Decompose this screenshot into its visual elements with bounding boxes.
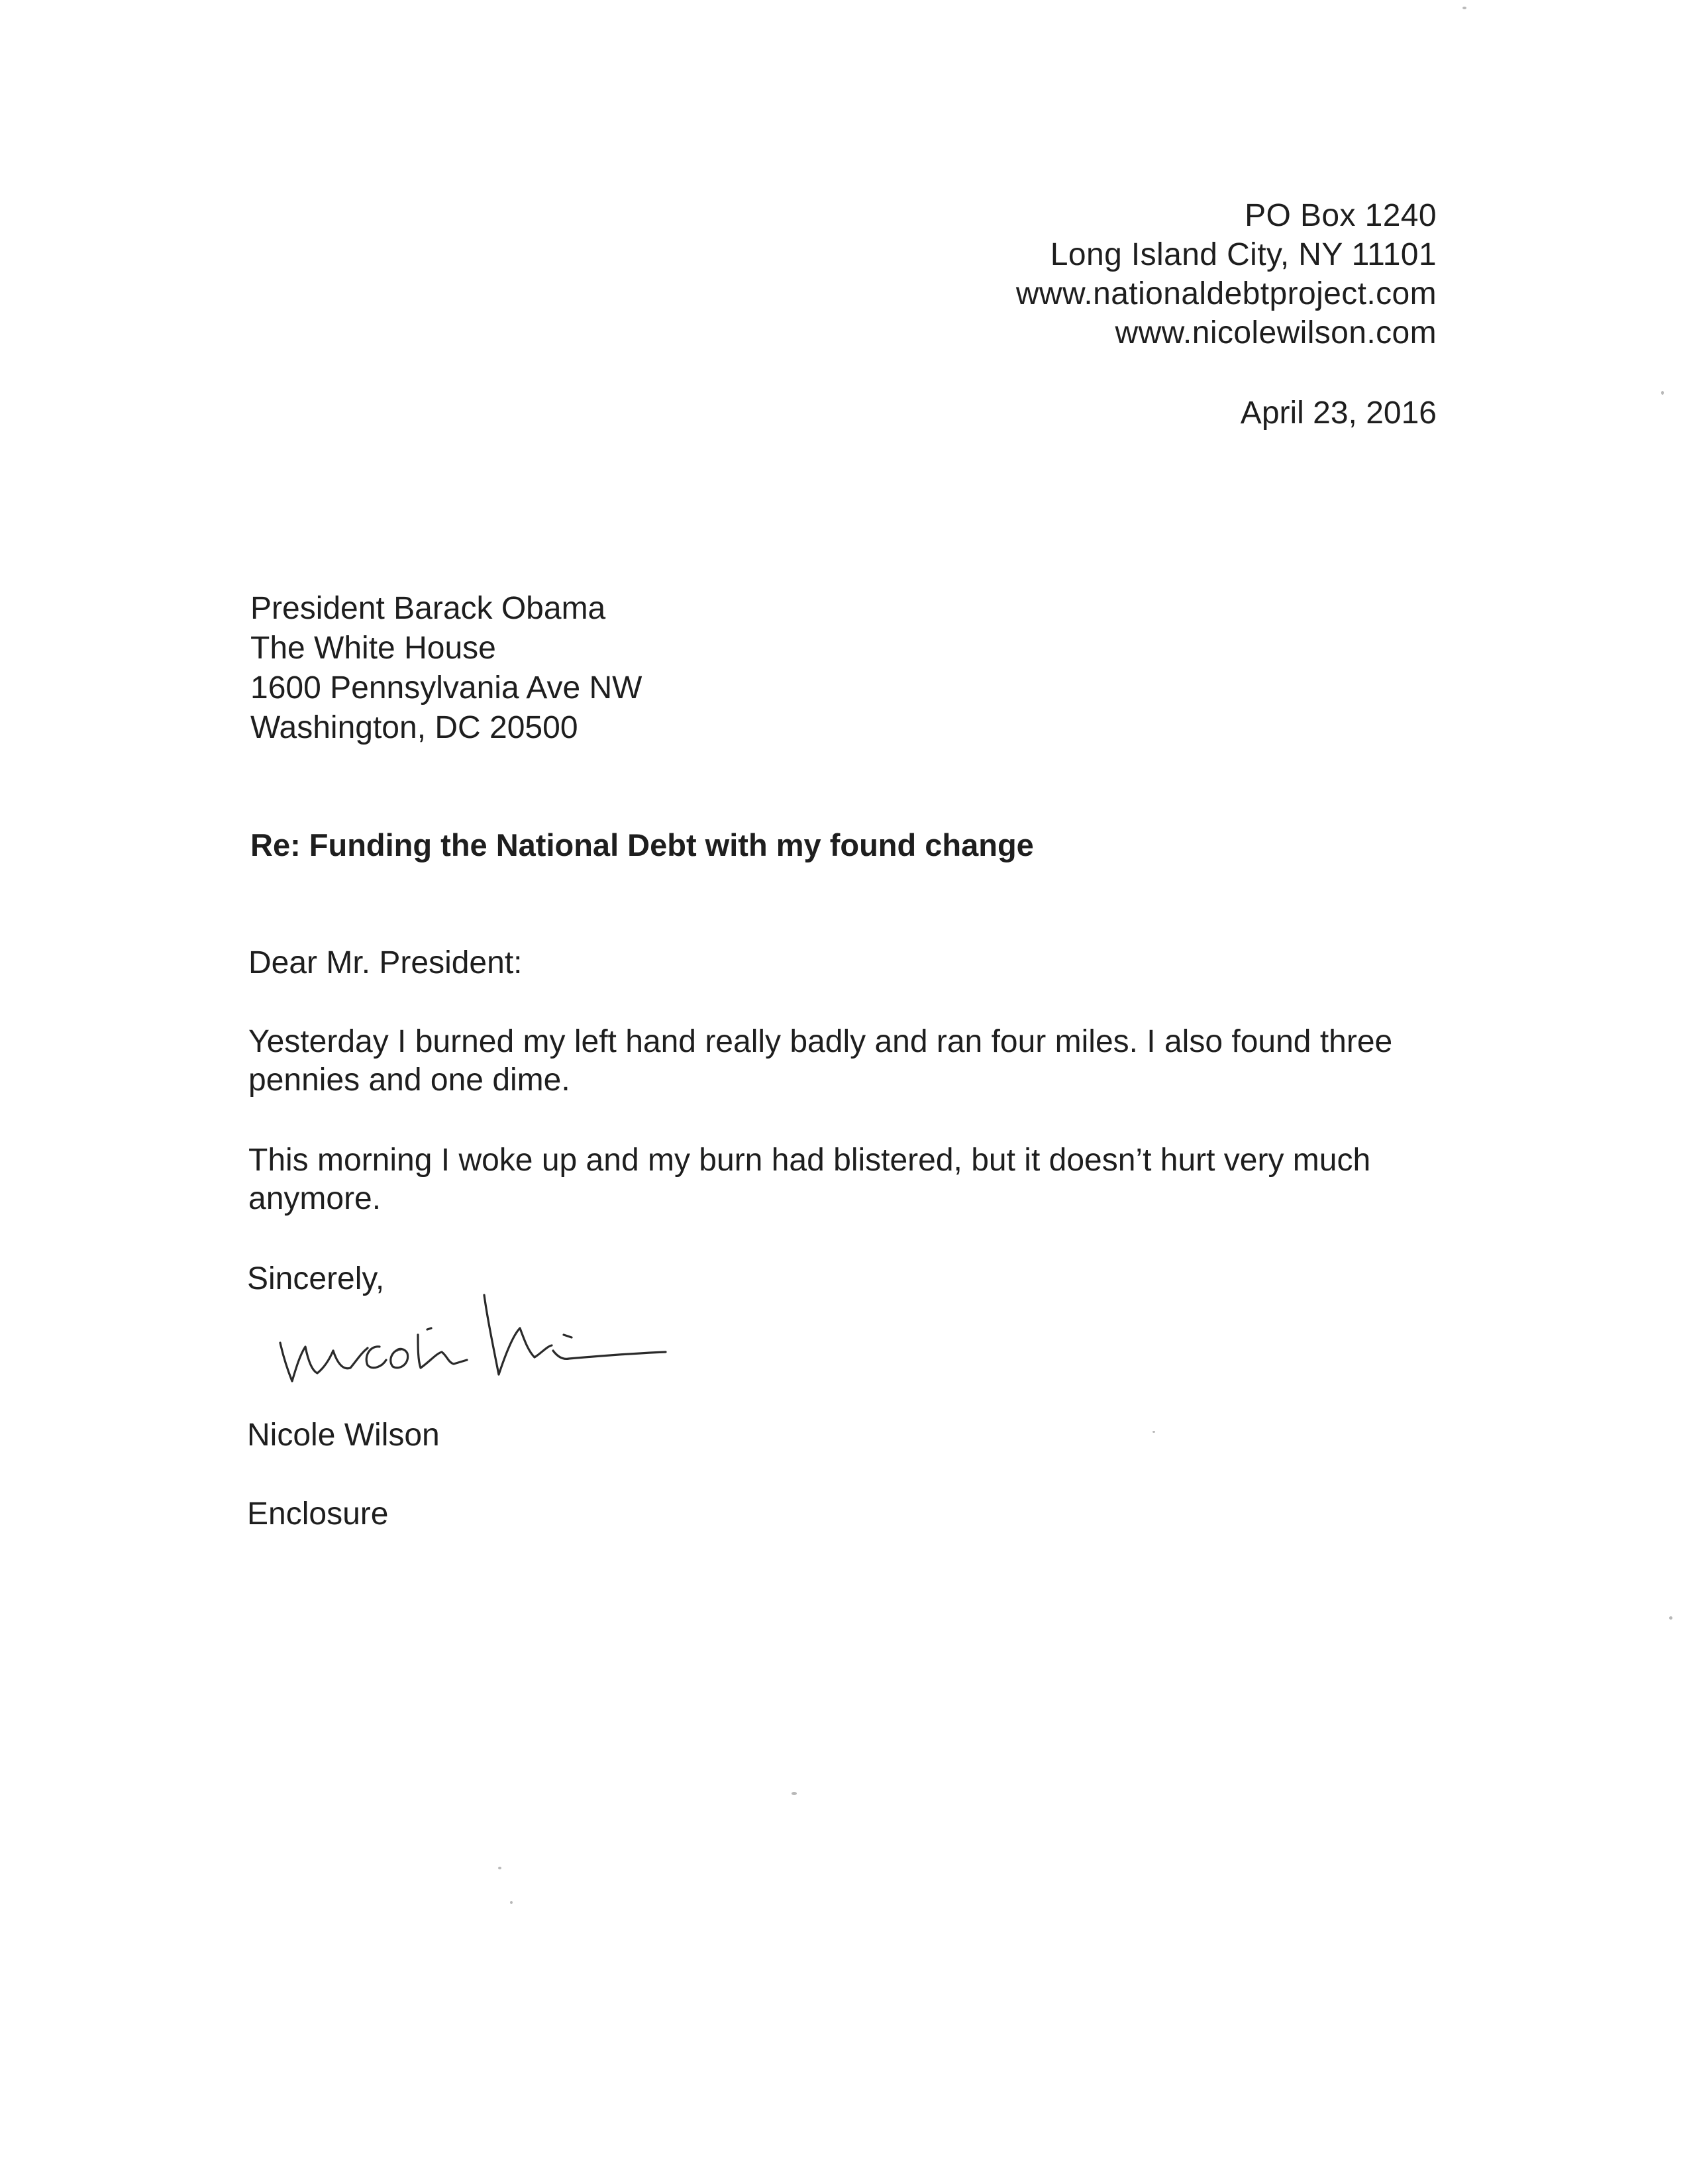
- recipient-address-block: [250, 589, 642, 748]
- body-paragraph-1: Yesterday I burned my left hand really badly and ran four miles. I also found three pennies and one dime.: [248, 1024, 1393, 1098]
- recipient-line-2: 1600 Pennsylvania Ave NW: [250, 670, 642, 705]
- sender-website-1: www.nationaldebtproject.com: [1015, 276, 1437, 311]
- sender-website-2: www.nicolewilson.com: [1115, 315, 1437, 350]
- closing: Sincerely,: [247, 1261, 385, 1296]
- scan-speck: [1152, 1431, 1155, 1433]
- enclosure-notation: Enclosure: [247, 1496, 389, 1532]
- recipient-line-1: The White House: [250, 631, 496, 666]
- scan-speck: [1669, 1616, 1672, 1620]
- scan-speck: [498, 1867, 501, 1869]
- scan-speck: [792, 1792, 797, 1795]
- sender-address-block: [1016, 196, 1437, 352]
- salutation: Dear Mr. President:: [248, 945, 523, 980]
- scan-speck: [1462, 7, 1466, 9]
- recipient-line-3: Washington, DC 20500: [250, 710, 578, 745]
- recipient-name: President Barack Obama: [250, 591, 606, 626]
- letter-date: April 23, 2016: [1240, 395, 1437, 431]
- body-paragraph-2: This morning I woke up and my burn had blistered, but it doesn’t hurt very much anymore.: [248, 1143, 1371, 1216]
- handwritten-signature: [268, 1282, 692, 1401]
- scan-speck: [1661, 391, 1664, 395]
- subject-line: Re: Funding the National Debt with my found change: [250, 827, 1034, 862]
- signer-name: Nicole Wilson: [247, 1418, 440, 1453]
- sender-city-state-zip: Long Island City, NY 11101: [1050, 237, 1437, 272]
- sender-po-box: PO Box 1240: [1245, 198, 1437, 233]
- scan-speck: [510, 1901, 513, 1904]
